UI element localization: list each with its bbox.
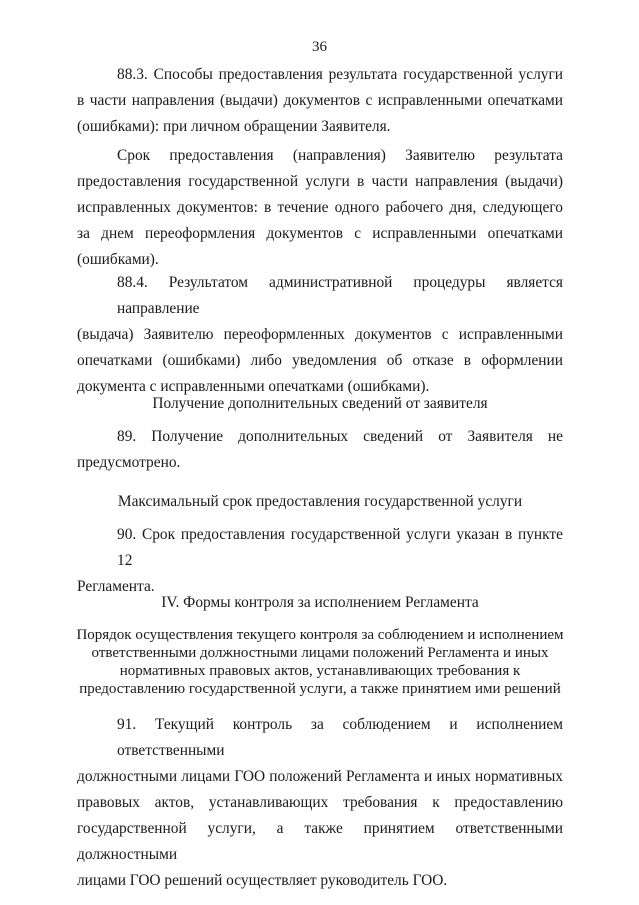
paragraph-line: 88.4. Результатом административной процедуры является направление	[117, 274, 563, 317]
paragraph-line: (выдача) Заявителю переоформленных документов с исправленными	[77, 326, 563, 343]
paragraph-line: (ошибками): при личном обращении Заявителя.	[77, 118, 391, 135]
paragraph-line: предоставления государственной услуги в части направления (выдачи)	[77, 173, 563, 190]
paragraph-line: 91. Текущий контроль за соблюдением и исполнением ответственными	[117, 716, 563, 759]
heading-line: ответственными должностными лицами положений Регламента и иных	[91, 645, 549, 661]
procedure-heading	[60, 626, 580, 698]
heading-additional-info: Получение дополнительных сведений от заявителя	[152, 395, 488, 412]
paragraph-line: 90. Срок предоставления государственной услуги указан в пункте 12	[117, 526, 563, 569]
paragraph-line: (ошибками).	[77, 251, 159, 268]
paragraph-line: 89. Получение дополнительных сведений от Заявителя не	[117, 428, 563, 445]
paragraph-89	[77, 424, 563, 476]
paragraph-line: 88.3. Способы предоставления результата государственной услуги	[117, 66, 563, 83]
heading-line: предоставлению государственной услуги, а также принятием ими решений	[79, 681, 561, 697]
paragraph-line: Регламента.	[77, 578, 155, 595]
paragraph-line: государственной услуги, а также принятием ответственными должностными	[77, 820, 563, 863]
paragraph-88-3	[77, 62, 563, 140]
section-iv-heading: IV. Формы контроля за исполнением Регламента	[161, 594, 479, 611]
heading-max-term: Максимальный срок предоставления государственной услуги	[117, 493, 523, 510]
heading-line: Порядок осуществления текущего контроля за соблюдением и исполнением	[76, 627, 564, 643]
paragraph-line: в части направления (выдачи) документов с исправленными опечатками	[77, 92, 563, 109]
paragraph-line: за днем переоформления документов с исправленными опечатками	[77, 225, 563, 242]
page-number: 36	[312, 39, 327, 55]
paragraph-line: должностными лицами ГОО положений Регламента и иных нормативных	[77, 768, 563, 785]
paragraph-line: лицами ГОО решений осуществляет руководитель ГОО.	[77, 872, 448, 889]
paragraph-88-4	[77, 270, 563, 400]
paragraph-line: правовых актов, устанавливающих требования к предоставлению	[77, 794, 563, 811]
paragraph-line: Срок предоставления (направления) Заявителю результата	[117, 147, 563, 164]
paragraph-88-3-term	[77, 143, 563, 273]
paragraph-90	[77, 522, 563, 600]
paragraph-line: опечатками (ошибками) либо уведомления об отказе в оформлении	[77, 352, 563, 369]
paragraph-91	[77, 712, 563, 894]
heading-line: нормативных правовых актов, устанавливающих требования к	[119, 663, 521, 679]
paragraph-line: предусмотрено.	[77, 454, 181, 471]
paragraph-line: исправленных документов: в течение одного рабочего дня, следующего	[77, 199, 563, 216]
paragraph-line: документа с исправленными опечатками (ошибками).	[77, 378, 430, 395]
